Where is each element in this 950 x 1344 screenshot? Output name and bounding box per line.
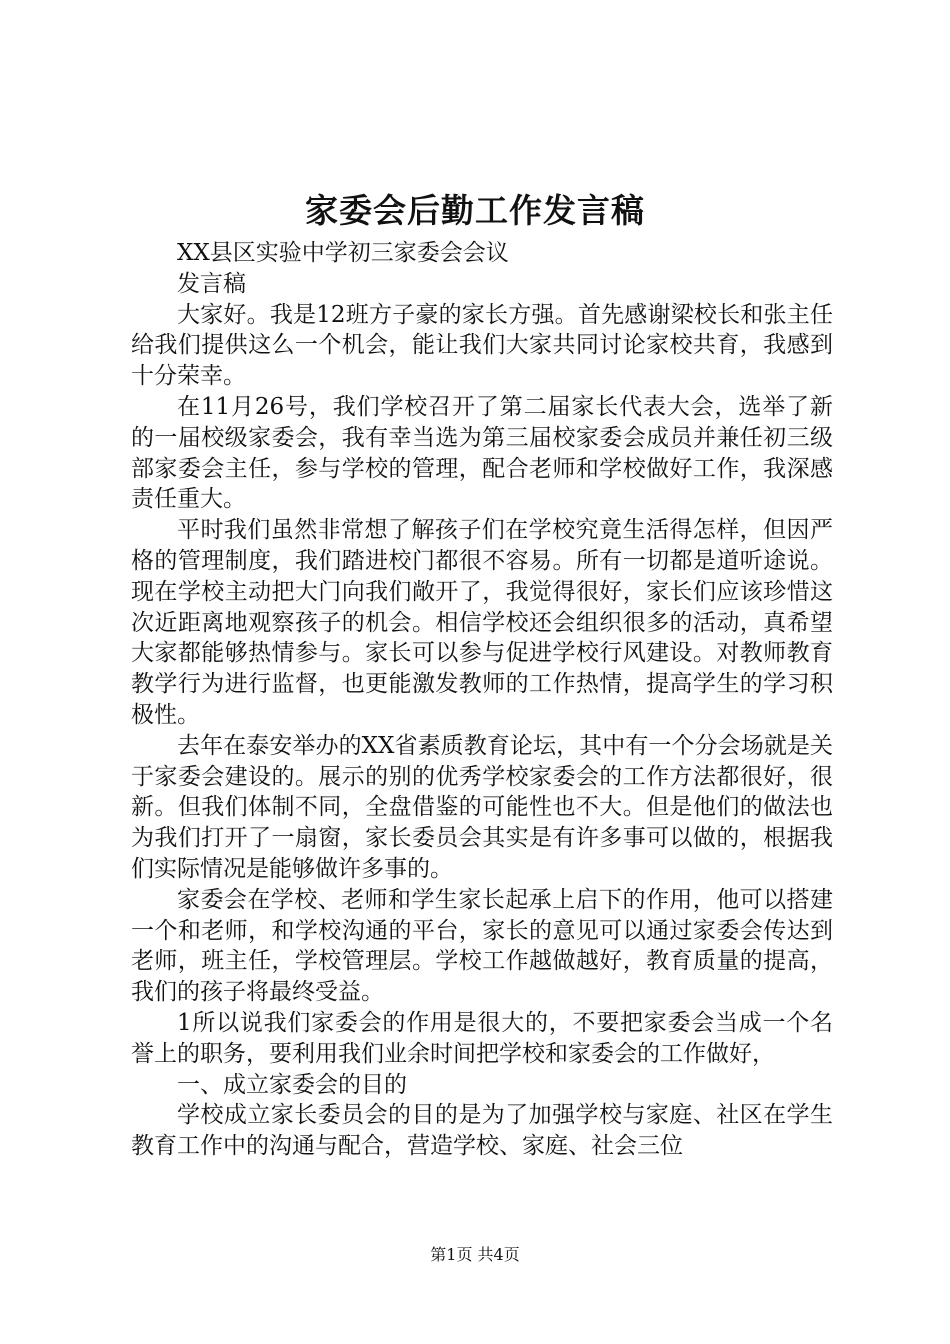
section-heading-purpose: 一、成立家委会的目的 <box>177 1071 407 1098</box>
paragraph-importance: 1所以说我们家委会的作用是很大的，不要把家委会当成一个名誉上的职务，要利用我们业余时间把学校和家委会的工作做好， <box>131 1009 833 1067</box>
paragraph-election: 在11月26号，我们学校召开了第二届家长代表大会，选举了新的一届校级家委会，我有幸当选为第三届校家委会成员并兼任初三级部家委会主任，参与学校的管理，配合老师和学校做好工作，我深感责任重大。 <box>131 393 833 513</box>
page-number: 第1页 共4页 <box>430 1245 520 1264</box>
paragraph-greeting: 大家好。我是12班方子豪的家长方强。首先感谢梁校长和张主任给我们提供这么一个机会，能让我们大家共同讨论家校共育，我感到十分荣幸。 <box>131 301 833 390</box>
paragraph-meeting-name: XX县区实验中学初三家委会会议 <box>177 240 509 266</box>
paragraph-speech-label: 发言稿 <box>177 270 246 297</box>
document-body <box>131 238 833 1162</box>
paragraph-open-school: 平时我们虽然非常想了解孩子们在学校究竟生活得怎样，但因严格的管理制度，我们踏进校门都很不容易。所有一切都是道听途说。现在学校主动把大门向我们敞开了，我觉得很好，家长们应该珍惜这次近距离地观察孩子的机会。相信学校还会组织很多的活动，真希望大家都能够热情参与。家长可以参与促进学校行风建设。对教师教育教学行为进行监督，也更能激发教师的工作热情，提高学生的学习积极性。 <box>131 517 833 728</box>
document-title: 家委会后勤工作发言稿 <box>305 191 645 230</box>
paragraph-forum: 去年在泰安举办的XX省素质教育论坛，其中有一个分会场就是关于家委会建设的。展示的别的优秀学校家委会的工作方法都很好，很新。但我们体制不同，全盘借鉴的可能性也不大。但是他们的做法也为我们打开了一扇窗，家长委员会其实是有许多事可以做的，根据我们实际情况是能够做许多事的。 <box>131 732 833 882</box>
paragraph-purpose: 学校成立家长委员会的目的是为了加强学校与家庭、社区在学生教育工作中的沟通与配合，营造学校、家庭、社会三位 <box>131 1102 833 1160</box>
paragraph-bridge-role: 家委会在学校、老师和学生家长起承上启下的作用，他可以搭建一个和老师，和学校沟通的平台，家长的意见可以通过家委会传达到老师，班主任，学校管理层。学校工作越做越好，教育质量的提高，我们的孩子将最终受益。 <box>131 886 833 1006</box>
